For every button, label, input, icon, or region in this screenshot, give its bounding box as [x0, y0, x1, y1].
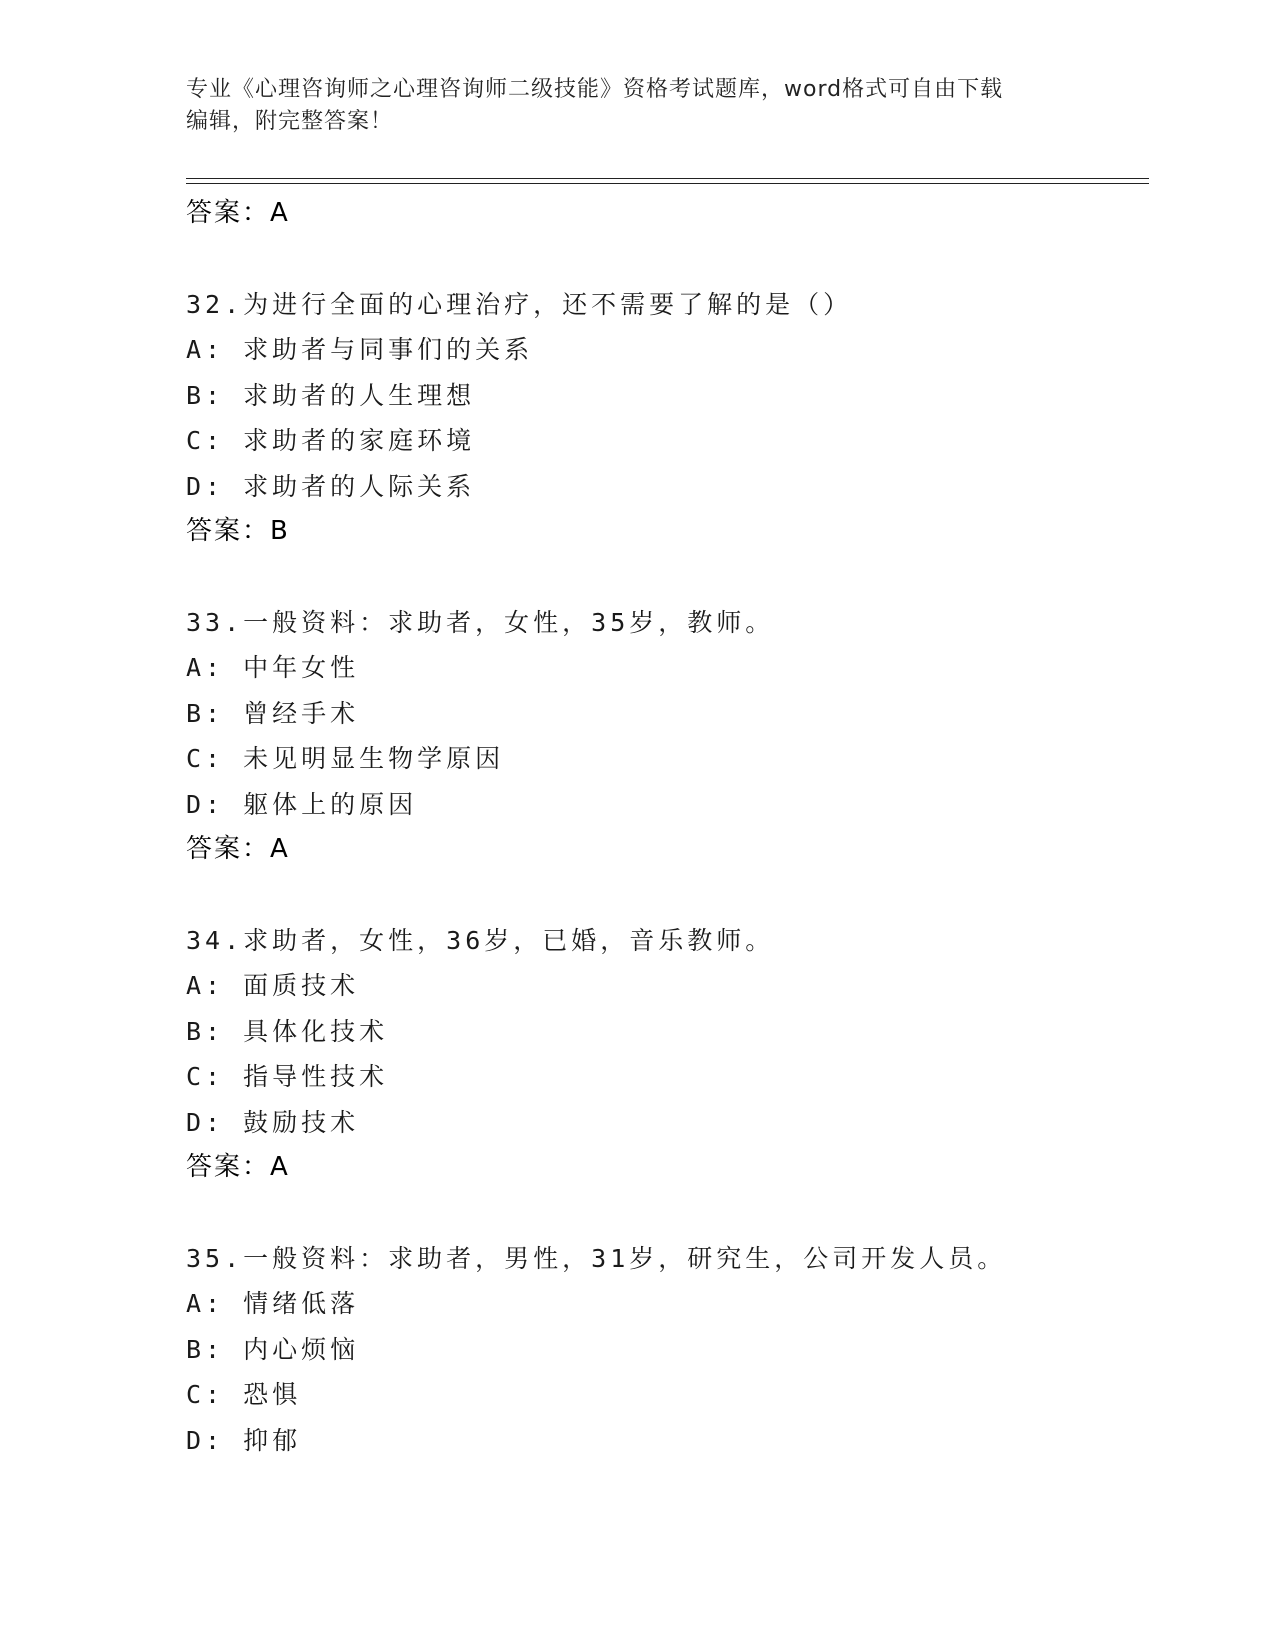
question-title: 33.一般资料：求助者，女性，35岁，教师。 — [186, 607, 775, 637]
header-line-2: 编辑，附完整答案！ — [186, 109, 394, 134]
option-b: B: 具体化技术 — [186, 1016, 389, 1046]
option-a: A: 中年女性 — [186, 653, 360, 682]
spacer — [186, 1191, 1149, 1236]
option-d: D: 抑郁 — [186, 1425, 302, 1455]
answer-label: 答案：A — [186, 1152, 290, 1182]
question-32 — [186, 282, 1149, 555]
option-b: B: 内心烦恼 — [186, 1334, 360, 1364]
spacer — [186, 555, 1149, 600]
option-c: C: 恐惧 — [186, 1380, 302, 1409]
option-c: C: 求助者的家庭环境 — [186, 426, 476, 455]
option-c: C: 未见明显生物学原因 — [186, 744, 505, 773]
option-b: B: 曾经手术 — [186, 698, 360, 728]
question-title: 34.求助者，女性，36岁，已婚，音乐教师。 — [186, 925, 775, 955]
answer-label: 答案：A — [186, 198, 290, 228]
spacer — [186, 237, 1149, 282]
question-title: 35.一般资料：求助者，男性，31岁，研究生，公司开发人员。 — [186, 1243, 1007, 1273]
option-c: C: 指导性技术 — [186, 1062, 389, 1091]
question-34 — [186, 918, 1149, 1191]
option-a: A: 求助者与同事们的关系 — [186, 335, 534, 364]
option-b: B: 求助者的人生理想 — [186, 380, 476, 410]
option-d: D: 求助者的人际关系 — [186, 471, 476, 501]
question-33 — [186, 600, 1149, 873]
header-line-1: 专业《心理咨询师之心理咨询师二级技能》资格考试题库，word格式可自由下载 — [186, 77, 1004, 102]
option-a: A: 情绪低落 — [186, 1289, 360, 1318]
option-d: D: 躯体上的原因 — [186, 789, 418, 819]
question-title: 32.为进行全面的心理治疗，还不需要了解的是（） — [186, 289, 853, 319]
document-header — [186, 74, 1086, 138]
answer-label: 答案：A — [186, 834, 290, 864]
spacer — [186, 873, 1149, 918]
question-list — [186, 191, 1149, 1463]
header-rule-top — [186, 178, 1149, 179]
question-35 — [186, 1236, 1149, 1464]
answer-label: 答案：B — [186, 516, 290, 546]
option-a: A: 面质技术 — [186, 971, 360, 1000]
header-rule-bottom — [186, 183, 1149, 184]
option-d: D: 鼓励技术 — [186, 1107, 360, 1137]
